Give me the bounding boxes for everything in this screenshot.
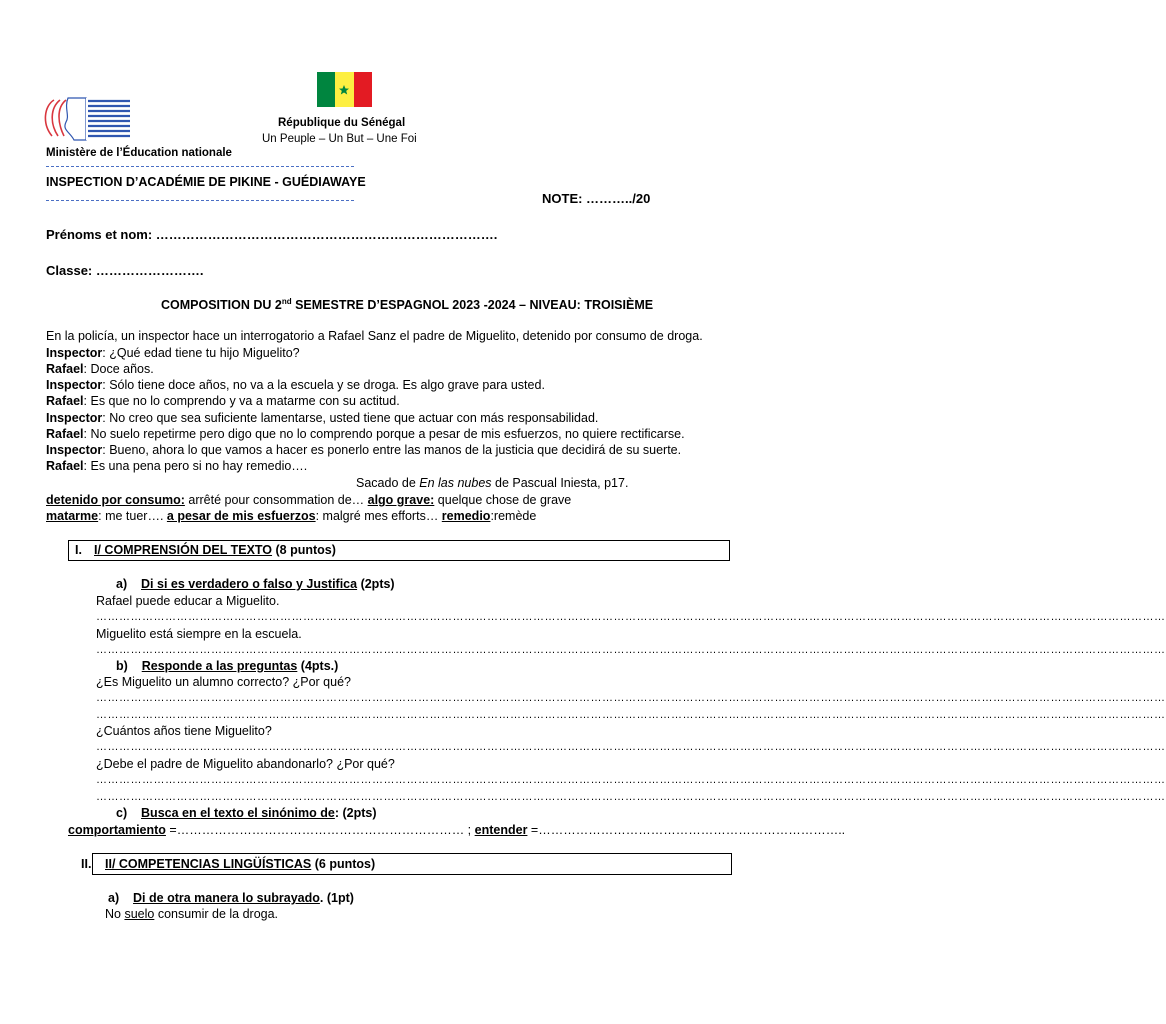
text-intro: En la policía, un inspector hace un interrogatorio a Rafael Sanz el padre de Miguelito, detenido por consumo de droga. (46, 329, 703, 343)
dialogue-line: Rafael: No suelo repetirme pero digo que no lo comprendo porque a pesar de mis esfuerzos, no quiere rectificarse. (46, 427, 685, 441)
dialogue-line: Rafael: Doce años. (46, 362, 154, 376)
question-c-synonyms[interactable]: comportamiento =…………………………………………………………… ; entender =……………………………………………………………….. (68, 823, 846, 837)
text-source: Sacado de En las nubes de Pascual Iniesta, p17. (356, 476, 629, 490)
dialogue-line: Inspector: ¿Qué edad tiene tu hijo Miguelito? (46, 346, 300, 360)
divider-bottom (46, 200, 354, 201)
republic-title: République du Sénégal (278, 117, 406, 129)
answer-line[interactable]: ……………………………………………………………………………………………………………………………………………………………………………………………………………………………………………………… (96, 644, 1166, 656)
answer-line[interactable]: ……………………………………………………………………………………………………………………………………………………………………………………………………………………………………………………… (96, 741, 1166, 753)
question-b-heading: b) Responde a las preguntas (4pts.) (116, 659, 339, 673)
answer-line[interactable]: ……………………………………………………………………………………………………………………………………………………………………………………………………………………………………………………… (96, 774, 1166, 786)
section-1-number: I. (75, 543, 82, 557)
answer-line[interactable]: ……………………………………………………………………………………………………………………………………………………………………………………………………………………………………………………… (96, 692, 1166, 704)
section-2-question-a-heading: a) Di de otra manera lo subrayado. (1pt) (108, 891, 354, 905)
dialogue-line: Inspector: Sólo tiene doce años, no va a la escuela y se droga. Es algo grave para usted. (46, 378, 545, 392)
question-b-1: ¿Es Miguelito un alumno correcto? ¿Por qué? (96, 675, 351, 689)
divider-top (46, 166, 354, 167)
answer-line[interactable]: ……………………………………………………………………………………………………………………………………………………………………………………………………………………………………………………… (96, 709, 1166, 721)
question-b-2: ¿Cuántos años tiene Miguelito? (96, 724, 272, 738)
republic-motto: Un Peuple – Un But – Une Foi (262, 133, 417, 145)
section-2-number: II. (81, 857, 92, 871)
question-a-1: Rafael puede educar a Miguelito. (96, 594, 280, 608)
exam-title-part2: SEMESTRE D’ESPAGNOL 2023 -2024 – NIVEAU: TROISIÈME (291, 298, 654, 313)
exam-title-part1: COMPOSITION DU 2 (161, 298, 282, 313)
dialogue-line: Rafael: Es una pena pero si no hay remedio…. (46, 459, 308, 473)
senegal-flag (317, 72, 372, 107)
student-class-field[interactable]: Classe: ……………………. (46, 263, 204, 278)
ministry-name: Ministère de l’Éducation nationale (46, 147, 232, 159)
student-name-field[interactable]: Prénoms et nom: ……………………………………………………………………. (46, 227, 498, 242)
dialogue-line: Inspector: Bueno, ahora lo que vamos a hacer es ponerlo entre las manos de la justicia que decidirá de su suerte. (46, 443, 682, 457)
dialogue-line: Inspector: No creo que sea suficiente lamentarse, usted tiene que actuar con más responsabilidad. (46, 411, 599, 425)
flag-yellow-band (335, 72, 353, 107)
note-field[interactable]: NOTE: ………../20 (542, 191, 651, 206)
exam-title-sup: nd (281, 297, 292, 306)
flag-red-band (354, 72, 372, 107)
answer-line[interactable]: ……………………………………………………………………………………………………………………………………………………………………………………………………………………………………………………… (96, 791, 1166, 803)
question-c-heading: c) Busca en el texto el sinónimo de: (2pts) (116, 806, 377, 820)
flag-green-band (317, 72, 335, 107)
section-1-title: I/ COMPRENSIÓN DEL TEXTO (8 puntos) (94, 543, 336, 557)
section-2-header (81, 853, 732, 875)
question-b-3: ¿Debe el padre de Miguelito abandonarlo? ¿Por qué? (96, 757, 395, 771)
question-a-heading: a) Di si es verdadero o falso y Justifica (2pts) (116, 577, 395, 591)
question-a-2: Miguelito está siempre en la escuela. (96, 627, 302, 641)
section-2-title: II/ COMPETENCIAS LINGÜÍSTICAS (6 puntos) (105, 857, 376, 871)
section-2-question-a-sentence: No suelo consumir de la droga. (105, 907, 279, 921)
section-1-header (68, 540, 730, 561)
glossary-line-2: matarme: me tuer…. a pesar de mis esfuerzos: malgré mes efforts… remedio:remède (46, 509, 537, 523)
star-icon (338, 84, 350, 96)
ministry-logo (40, 96, 132, 142)
glossary-line-1: detenido por consumo: arrêté pour consommation de… algo grave: quelque chose de grave (46, 493, 572, 507)
answer-line[interactable]: ……………………………………………………………………………………………………………………………………………………………………………………………………………………………………………………… (96, 611, 1166, 623)
inspection-name: INSPECTION D’ACADÉMIE DE PIKINE - GUÉDIAWAYE (46, 175, 366, 189)
exam-title (161, 297, 653, 312)
dialogue-line: Rafael: Es que no lo comprendo y va a matarme con su actitud. (46, 394, 400, 408)
